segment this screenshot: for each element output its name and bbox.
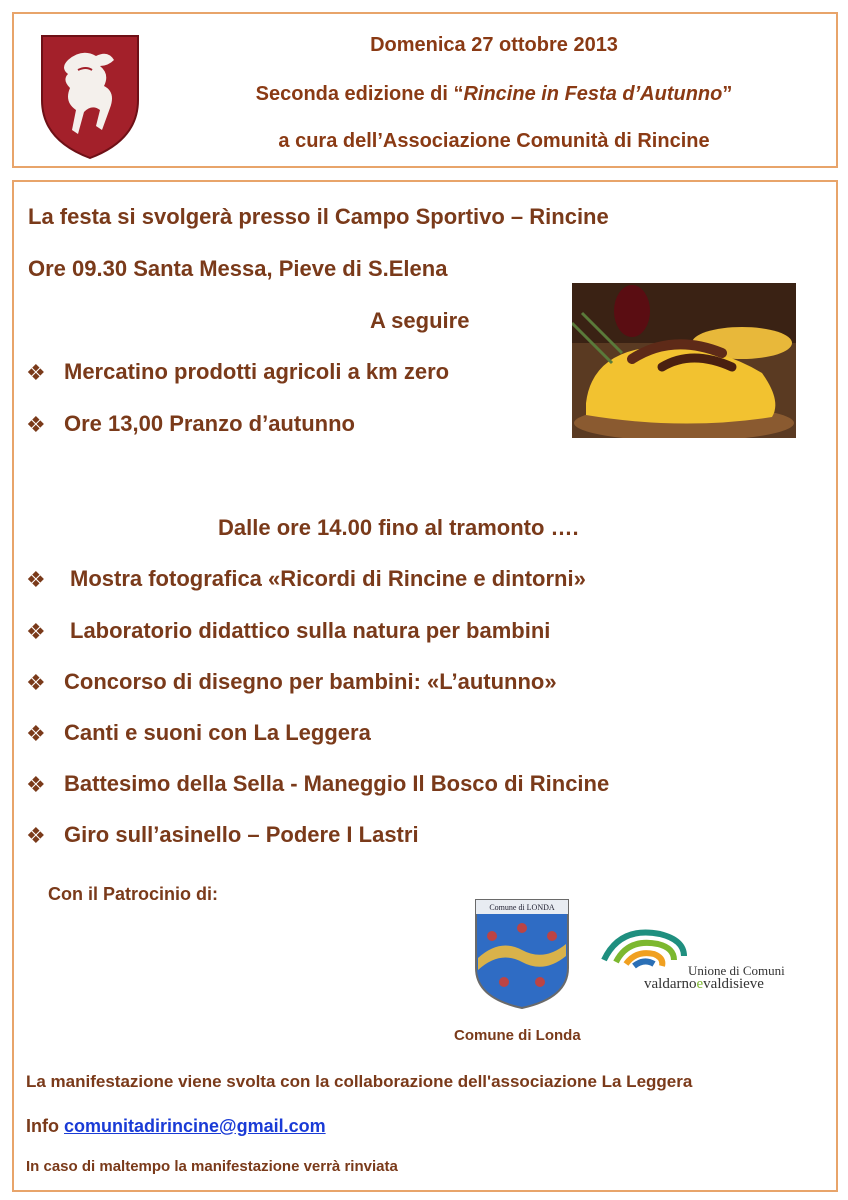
bullet-icon: ❖	[26, 619, 46, 644]
londa-caption: Comune di Londa	[454, 1027, 581, 1044]
event-edition: Seconda edizione di “Rincine in Festa d’Autunno”	[255, 83, 733, 105]
bullet-icon: ❖	[26, 823, 46, 848]
info-line	[26, 1116, 326, 1137]
afternoon-heading: Dalle ore 14.00 fino al tramonto ….	[218, 515, 579, 540]
weather-note: In caso di maltempo la manifestazione verrà rinviata	[26, 1158, 398, 1175]
list-item: Laboratorio didattico sulla natura per bambini	[70, 618, 551, 643]
bullet-icon: ❖	[26, 670, 46, 695]
svg-text:Comune di LONDA: Comune di LONDA	[489, 903, 555, 912]
bullet-icon: ❖	[26, 567, 46, 592]
following-label: A seguire	[370, 308, 470, 333]
union-line1: Unione di Comuni	[688, 963, 785, 978]
bullet-icon: ❖	[26, 772, 46, 797]
list-item: Battesimo della Sella - Maneggio Il Bosco di Rincine	[64, 771, 610, 796]
info-label: Info	[26, 1116, 59, 1136]
collaboration-note: La manifestazione viene svolta con la collaborazione dell'associazione La Leggera	[26, 1072, 693, 1091]
event-organizer: a cura dell’Associazione Comunità di Rincine	[278, 130, 710, 152]
list-item: Giro sull’asinello – Podere I Lastri	[64, 822, 419, 847]
londa-crest-icon	[474, 898, 570, 1010]
food-photo	[572, 283, 796, 438]
list-item: Ore 13,00 Pranzo d’autunno	[64, 411, 355, 436]
location-line: La festa si svolgerà presso il Campo Sportivo – Rincine	[28, 204, 609, 229]
lion-crest-icon	[38, 30, 142, 162]
union-logo-icon	[600, 920, 690, 980]
bullet-icon: ❖	[26, 360, 46, 385]
event-date: Domenica 27 ottobre 2013	[370, 34, 618, 56]
bullet-icon: ❖	[26, 721, 46, 746]
list-item: Concorso di disegno per bambini: «L’autunno»	[64, 669, 557, 694]
mass-line: Ore 09.30 Santa Messa, Pieve di S.Elena	[28, 256, 448, 281]
event-name: Rincine in Festa d’Autunno	[463, 83, 723, 105]
email-link[interactable]: comunitadirincine@gmail.com	[64, 1116, 326, 1136]
union-line2: valdarnoevaldisieve	[644, 976, 764, 992]
list-item: Canti e suoni con La Leggera	[64, 720, 371, 745]
list-item: Mostra fotografica «Ricordi di Rincine e dintorni»	[70, 566, 586, 591]
patronage-label: Con il Patrocinio di:	[48, 884, 218, 904]
list-item: Mercatino prodotti agricoli a km zero	[64, 359, 450, 384]
bullet-icon: ❖	[26, 412, 46, 437]
header-box	[12, 12, 838, 168]
